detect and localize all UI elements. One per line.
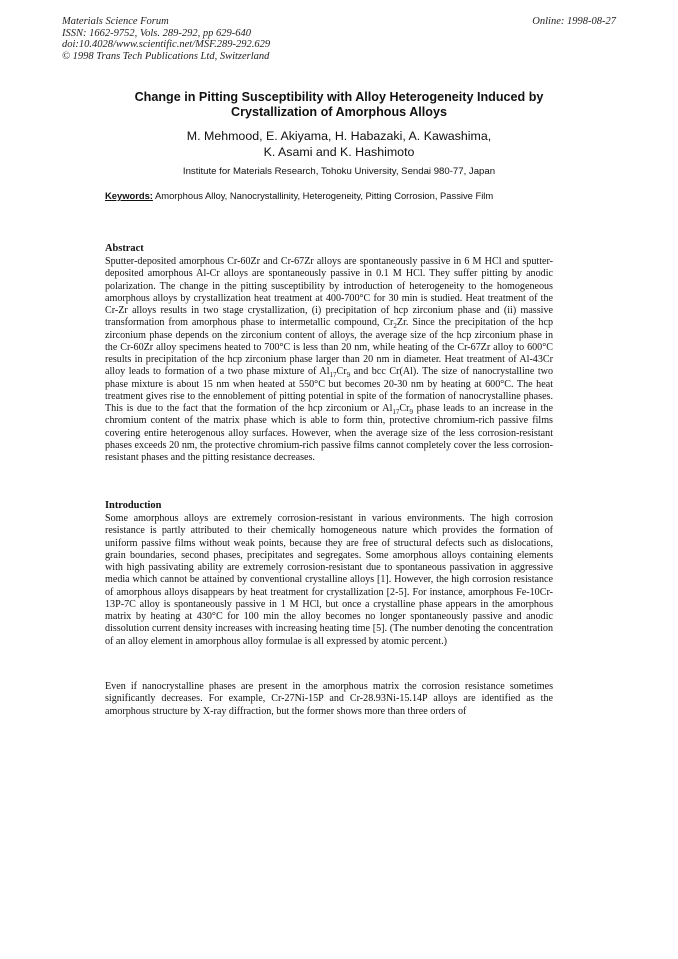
publication-info (62, 16, 270, 62)
abstract-section (105, 243, 553, 464)
introduction-paragraph-2-block (105, 681, 553, 718)
journal-name: Materials Science Forum (62, 16, 169, 27)
affiliation: Institute for Materials Research, Tohoku University, Sendai 980-77, Japan (182, 166, 496, 177)
online-date: Online: 1998-08-27 (532, 16, 616, 27)
subscript: 9 (409, 408, 413, 417)
copyright-line: © 1998 Trans Tech Publications Ltd, Switzerland (62, 50, 270, 62)
abstract-text-part: phase leads to an increase in the chromium content of the matrix phase which is able to form thin, protective chromium-rich passive films covering entire heterogenous alloy surfaces. However, when the average size of the less corrosion-resistant phases exceeds 20 nm, the protective chromium-rich passive films cannot completely cover the less corrosion-resistant phases and the pitting resistance decreases. (105, 403, 553, 463)
author-list (80, 128, 598, 160)
doi-link[interactable]: doi:10.4028/www.scientific.net/MSF.289-292.629 (62, 39, 271, 51)
subscript: 17 (329, 371, 337, 380)
abstract-text-part: Zr. Since the precipitation of the hcp zirconium phase depends on the zirconium content of alloys, the average size of the hcp zirconium phase in the Cr-60Zr alloy specimens heated to 700°C is less than 20 nm, while heating of the Cr-67Zr alloy to 600°C results in precipitation of the hcp zirconium phase larger than 20 nm in diameter. Heat treatment of Al-43Cr alloy leads to formation of a two phase mixture of Al (105, 317, 553, 378)
title-line-2: Crystallization of Amorphous Alloys (231, 105, 447, 119)
abstract-text (105, 256, 553, 464)
abstract-text-part: Cr (336, 366, 347, 378)
introduction-heading: Introduction (105, 500, 162, 511)
subscript: 9 (346, 371, 351, 380)
keywords-line (105, 190, 493, 201)
introduction-paragraph-1: Some amorphous alloys are extremely corrosion-resistant in various environments. The high corrosion resistance is partly attributed to their chemically homogeneous nature which provides the formation of uniform passive films without weak points, because they are free of structural defects such as dislocations, grain boundaries, second phases, precipitates and segregates. Some amorphous alloys containing elements with high passivating ability are extremely corrosion-resistant due to spontaneous passivation in aggressive media which cannot be attained by conventional crystalline alloys [1]. However, the high corrosion resistance of amorphous alloys disappears by heat treatment for crystallization [2-5]. For instance, amorphous Fe-10Cr-13P-7C alloy is spontaneously passive in 1 M HCl, but once a crystalline phase appears in the amorphous matrix by heating at 430°C for 100 min the alloy becomes no longer spontaneously passive and anodic dissolution current density increases with increasing heating time [5]. (The number denoting the concentration of an alloy element in amorphous alloy formulae is all expressed by atomic percent.) (105, 513, 553, 647)
abstract-text-part: Sputter-deposited amorphous Cr-60Zr and Cr-67Zr alloys are spontaneously passive in 6 M HCl and sputter-deposited amorphous Al-Cr alloys are spontaneously passive in 0.1 M HCl. They suffer pitting by anodic polarization. The change in the pitting susceptibility by introduction of heterogeneity to the homogeneous amorphous alloys by crystallization heat treatment at 400-700°C for 30 min is studied. Heat treatment of the Cr-Zr alloys results in two stage crystallization, (i) precipitation of hcp zirconium phase and (ii) massive transformation from amorphous phase to intermetallic compound, Cr (105, 256, 553, 329)
abstract-text-part: Cr (399, 403, 410, 414)
subscript: 17 (392, 408, 400, 417)
title-line-1: Change in Pitting Susceptibility with Alloy Heterogeneity Induced by (134, 90, 544, 104)
keywords-list: Amorphous Alloy, Nanocrystallinity, Heterogeneity, Pitting Corrosion, Passive Film (155, 190, 494, 201)
abstract-text-part: and bcc Cr(Al). The size of nanocrystalline two phase mixture is about 15 nm when heated at 550°C but becomes 20-30 nm by heating at 600°C. The heat treatment gives rise to the ennoblement of pitting potential in spite of the formation of nanocrystalline phases. This is due to the fact that the formation of the hcp zirconium or Al (105, 366, 553, 414)
authors-line-1: M. Mehmood, E. Akiyama, H. Habazaki, A. Kawashima, (186, 129, 492, 143)
abstract-heading: Abstract (105, 243, 144, 254)
keywords-label: Keywords: (105, 190, 153, 201)
introduction-section (105, 500, 553, 648)
paper-title (80, 90, 598, 120)
issn-line: ISSN: 1662-9752, Vols. 289-292, pp 629-640 (62, 27, 251, 39)
authors-line-2: K. Asami and K. Hashimoto (263, 145, 415, 159)
subscript: 2 (393, 322, 397, 331)
introduction-paragraph-2: Even if nanocrystalline phases are present in the amorphous matrix the corrosion resistance sometimes significantly decreases. For example, Cr-27Ni-15P and Cr-28.93Ni-15.14P alloys are identified as the amorphous structure by X-ray diffraction, but the former shows more than three orders of (105, 681, 553, 717)
